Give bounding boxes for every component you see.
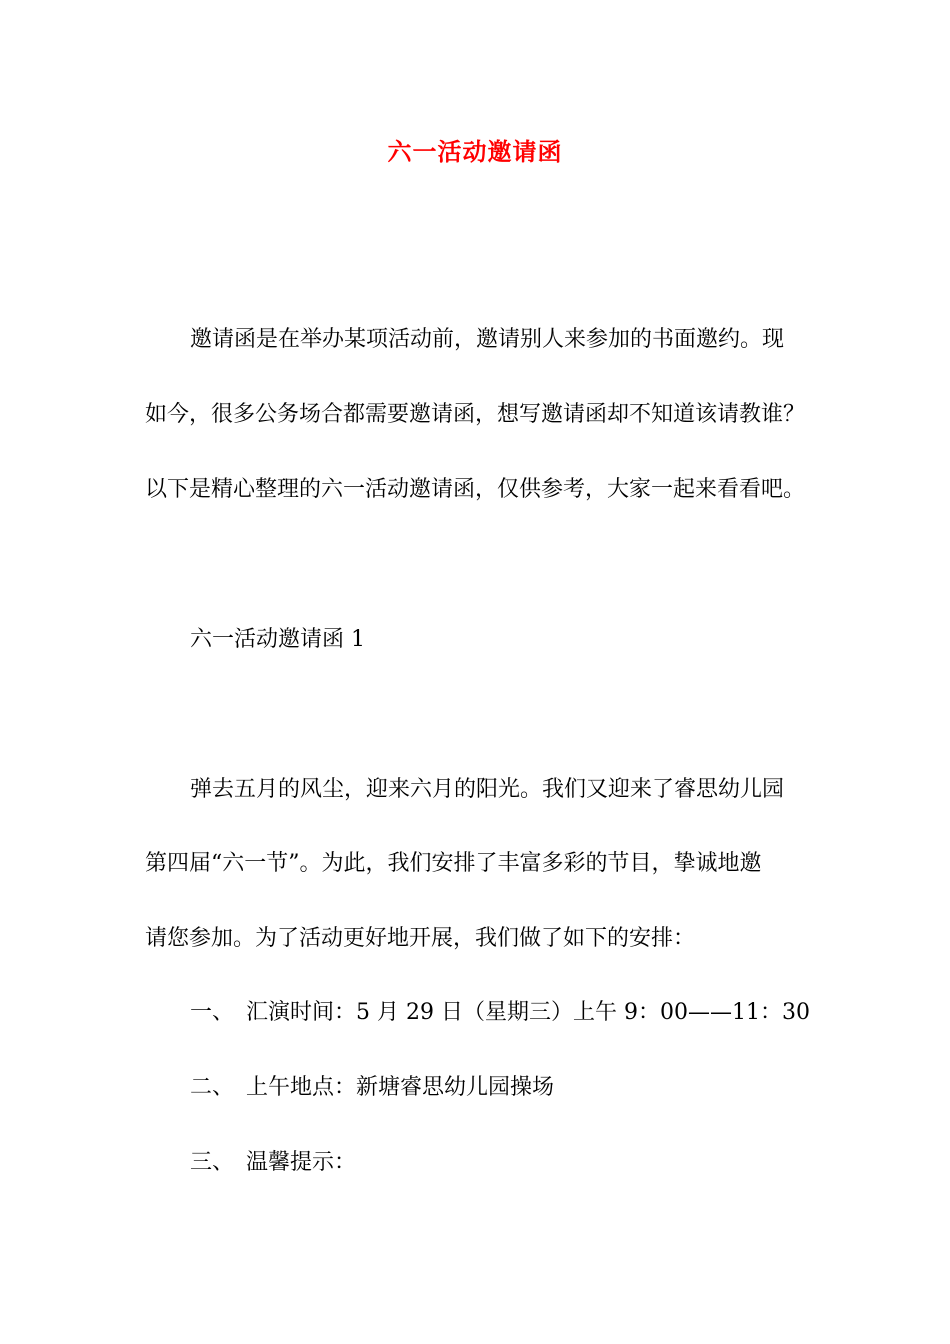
body-line-3: 请您参加。为了活动更好地开展，我们做了如下的安排： <box>145 926 696 951</box>
list-number: 二、 <box>190 1075 235 1100</box>
body-line-2: 第四届“六一节”。为此，我们安排了丰富多彩的节目，挚诚地邀 <box>145 851 762 876</box>
list-text: 温馨提示： <box>246 1150 357 1175</box>
body-line-1: 弹去五月的风尘，迎来六月的阳光。我们又迎来了睿思幼儿园 <box>190 777 785 802</box>
intro-line-1: 邀请函是在举办某项活动前，邀请别人来参加的书面邀约。现 <box>190 327 785 352</box>
intro-line-2: 如今，很多公务场合都需要邀请函，想写邀请函却不知道该请教谁？ <box>145 402 806 427</box>
list-number: 一、 <box>190 1000 235 1025</box>
document-title: 六一活动邀请函 <box>387 137 563 166</box>
list-item-time <box>190 995 810 1031</box>
list-text: 汇演时间：5 月 29 日（星期三）上午 9：00——11：30 <box>246 1000 810 1025</box>
list-number: 三、 <box>190 1150 235 1175</box>
list-item-tips <box>190 1145 356 1181</box>
list-item-location <box>190 1070 554 1106</box>
list-text: 上午地点：新塘睿思幼儿园操场 <box>246 1075 555 1100</box>
intro-line-3: 以下是精心整理的六一活动邀请函，仅供参考，大家一起来看看吧。 <box>145 477 806 502</box>
section-heading: 六一活动邀请函 1 <box>190 627 365 652</box>
